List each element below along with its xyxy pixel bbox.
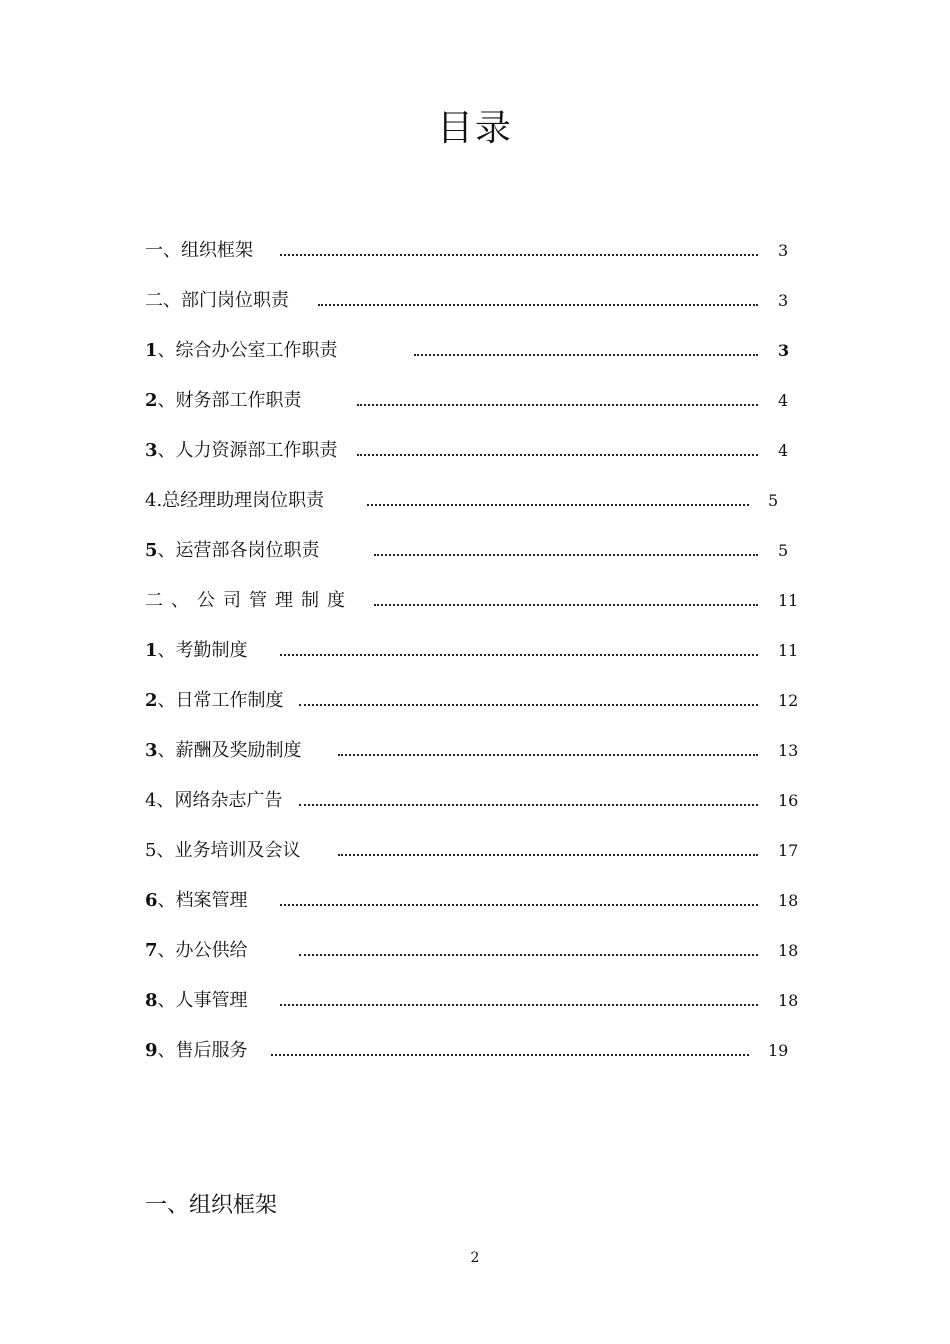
toc-page-number: 18 [778, 941, 799, 960]
toc-entry[interactable] [0, 486, 950, 516]
toc-page-number: 5 [768, 491, 779, 510]
dot-leader [357, 454, 758, 456]
toc-entry-label: 1、考勤制度 [145, 640, 248, 661]
dot-leader [414, 354, 758, 356]
toc-page-number: 12 [778, 691, 799, 710]
dot-leader [280, 904, 758, 906]
dot-leader [299, 804, 758, 806]
toc-page-number: 19 [768, 1041, 789, 1060]
toc-entry[interactable] [0, 636, 950, 666]
toc-entry-label: 二、公司管理制度 [145, 590, 353, 611]
toc-entry[interactable] [0, 836, 950, 866]
toc-entry-label: 4、网络杂志广告 [145, 790, 283, 811]
toc-entry-label: 3、人力资源部工作职责 [145, 440, 338, 461]
toc-page-number: 3 [778, 341, 790, 360]
page-number: 2 [470, 1250, 480, 1266]
toc-entry-label: 2、日常工作制度 [145, 690, 284, 711]
toc-page-number: 3 [778, 291, 789, 310]
dot-leader [338, 854, 758, 856]
toc-entry-label: 8、人事管理 [145, 990, 248, 1011]
toc-entry-label: 5、运营部各岗位职责 [145, 540, 320, 561]
dot-leader [374, 554, 758, 556]
toc-entry[interactable] [0, 386, 950, 416]
toc-page-number: 5 [778, 541, 789, 560]
dot-leader [299, 704, 758, 706]
toc-entry[interactable] [0, 286, 950, 316]
section-heading: 一、组织框架 [145, 1193, 278, 1218]
toc-entry[interactable] [0, 986, 950, 1016]
toc-entry-label: 4.总经理助理岗位职责 [145, 490, 325, 511]
toc-page-number: 4 [778, 391, 789, 410]
toc-entry[interactable] [0, 436, 950, 466]
toc-entry-label: 二、部门岗位职责 [145, 290, 289, 311]
toc-entry-label: 9、售后服务 [145, 1040, 248, 1061]
dot-leader [367, 504, 749, 506]
toc-entry-label: 3、薪酬及奖励制度 [145, 740, 302, 761]
toc-entry-label: 7、办公供给 [145, 940, 248, 961]
toc-page-number: 11 [778, 591, 799, 610]
toc-entry[interactable] [0, 236, 950, 266]
dot-leader [271, 1054, 749, 1056]
dot-leader [280, 1004, 758, 1006]
dot-leader [374, 604, 758, 606]
toc-page-number: 18 [778, 891, 799, 910]
toc-entry[interactable] [0, 536, 950, 566]
toc-entry-label: 一、组织框架 [145, 240, 253, 261]
toc-entry[interactable] [0, 336, 950, 366]
toc-entry[interactable] [0, 686, 950, 716]
toc-page-number: 3 [778, 241, 789, 260]
toc-title: 目录 [436, 108, 513, 149]
toc-page-number: 18 [778, 991, 799, 1010]
dot-leader [318, 304, 758, 306]
toc-entry[interactable] [0, 886, 950, 916]
toc-entry[interactable] [0, 1036, 950, 1066]
toc-page-number: 13 [778, 741, 799, 760]
toc-page-number: 4 [778, 441, 789, 460]
dot-leader [338, 754, 758, 756]
dot-leader [280, 254, 758, 256]
toc-entry-label: 1、综合办公室工作职责 [145, 340, 338, 361]
toc-page-number: 17 [778, 841, 799, 860]
toc-entry-label: 5、业务培训及会议 [145, 840, 301, 861]
dot-leader [280, 654, 758, 656]
dot-leader [357, 404, 758, 406]
toc-entry[interactable] [0, 786, 950, 816]
toc-page-number: 16 [778, 791, 799, 810]
toc-entry[interactable] [0, 936, 950, 966]
toc-entry[interactable] [0, 736, 950, 766]
toc-entry-label: 2、财务部工作职责 [145, 390, 302, 411]
dot-leader [299, 954, 758, 956]
toc-entry[interactable] [0, 586, 950, 616]
toc-page-number: 11 [778, 641, 799, 660]
toc-entry-label: 6、档案管理 [145, 890, 248, 911]
